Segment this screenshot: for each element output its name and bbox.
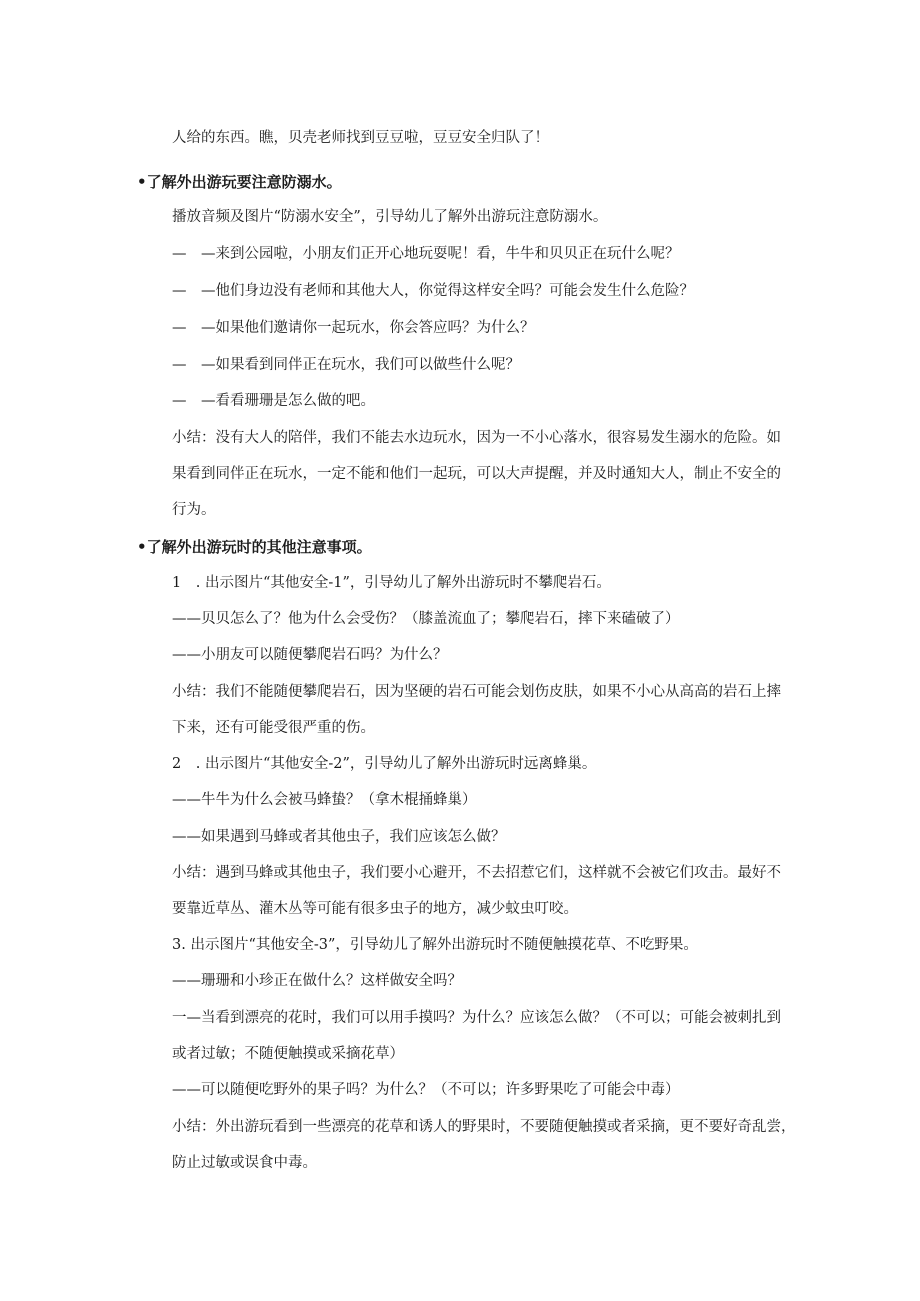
section1-intro: 播放音频及图片“防溺水安全”，引导幼儿了解外出游玩注意防溺水。	[172, 209, 608, 225]
section2-heading: •了解外出游玩时的其他注意事项。	[137, 538, 372, 556]
summary-line: 下来，还有可能受很严重的伤。	[172, 720, 375, 736]
summary-line: 小结：我们不能随便攀爬岩石，因为坚硬的岩石可能会划伤皮肤，如果不小心从高高的岩石上摔	[172, 684, 781, 700]
question-line: 一—当看到漂亮的花时，我们可以用手摸吗？为什么？应该怎么做？（不可以；可能会被刺扎到	[172, 1010, 781, 1026]
summary-line: 防止过敏或误食中毒。	[172, 1155, 317, 1171]
question-line: ——牛牛为什么会被马蜂蛰？（拿木棍捅蜂巢）	[172, 792, 477, 808]
question-line: ——如果遇到马蜂或者其他虫子，我们应该怎么做？	[172, 829, 506, 845]
section1-heading: •了解外出游玩要注意防溺水。	[137, 173, 342, 191]
dialogue-line: — —如果他们邀请你一起玩水，你会答应吗？为什么？	[172, 320, 535, 336]
summary-line: 行为。	[172, 502, 216, 518]
dialogue-line: — —来到公园啦，小朋友们正开心地玩耍呢！看，牛牛和贝贝正在玩什么呢？	[172, 246, 680, 262]
item2-title: 2 . 出示图片“其他安全-2”，引导幼儿了解外出游玩时远离蜂巢。	[172, 756, 597, 772]
summary-line: 果看到同伴正在玩水，一定不能和他们一起玩，可以大声提醒，并及时通知大人，制止不安全的	[172, 466, 781, 482]
summary-line: 要靠近草丛、灌木丛等可能有很多虫子的地方，减少蚊虫叮咬。	[172, 901, 578, 917]
dialogue-line: — —他们身边没有老师和其他大人，你觉得这样安全吗？可能会发生什么危险？	[172, 283, 694, 299]
question-line: 或者过敏；不随便触摸或采摘花草）	[172, 1046, 404, 1062]
summary-line: 小结：遇到马蜂或其他虫子，我们要小心避开，不去招惹它们，这样就不会被它们攻击。最好不	[172, 865, 781, 881]
question-line: ——小朋友可以随便攀爬岩石吗？为什么？	[172, 647, 448, 663]
question-line: ——可以随便吃野外的果子吗？为什么？（不可以；许多野果吃了可能会中毒）	[172, 1082, 680, 1098]
item1-title: 1 . 出示图片“其他安全-1”，引导幼儿了解外出游玩时不攀爬岩石。	[172, 575, 611, 591]
dialogue-line: — —如果看到同伴正在玩水，我们可以做些什么呢？	[172, 357, 520, 373]
question-line: ——珊珊和小珍正在做什么？这样做安全吗？	[172, 973, 462, 989]
item3-title: 3. 出示图片“其他安全-3”，引导幼儿了解外出游玩时不随便触摸花草、不吃野果。	[172, 937, 698, 953]
dialogue-line: — —看看珊珊是怎么做的吧。	[172, 393, 375, 409]
question-line: ——贝贝怎么了？他为什么会受伤？（膝盖流血了；攀爬岩石，摔下来磕破了）	[172, 611, 680, 627]
intro-line: 人给的东西。瞧，贝壳老师找到豆豆啦，豆豆安全归队了！	[172, 130, 549, 146]
summary-line: 小结：没有大人的陪伴，我们不能去水边玩水，因为一不小心落水，很容易发生溺水的危险。如	[172, 430, 781, 446]
summary-line: 小结：外出游玩看到一些漂亮的花草和诱人的野果时，不要随便触摸或者采摘，更不要好奇乱尝，	[172, 1119, 796, 1135]
